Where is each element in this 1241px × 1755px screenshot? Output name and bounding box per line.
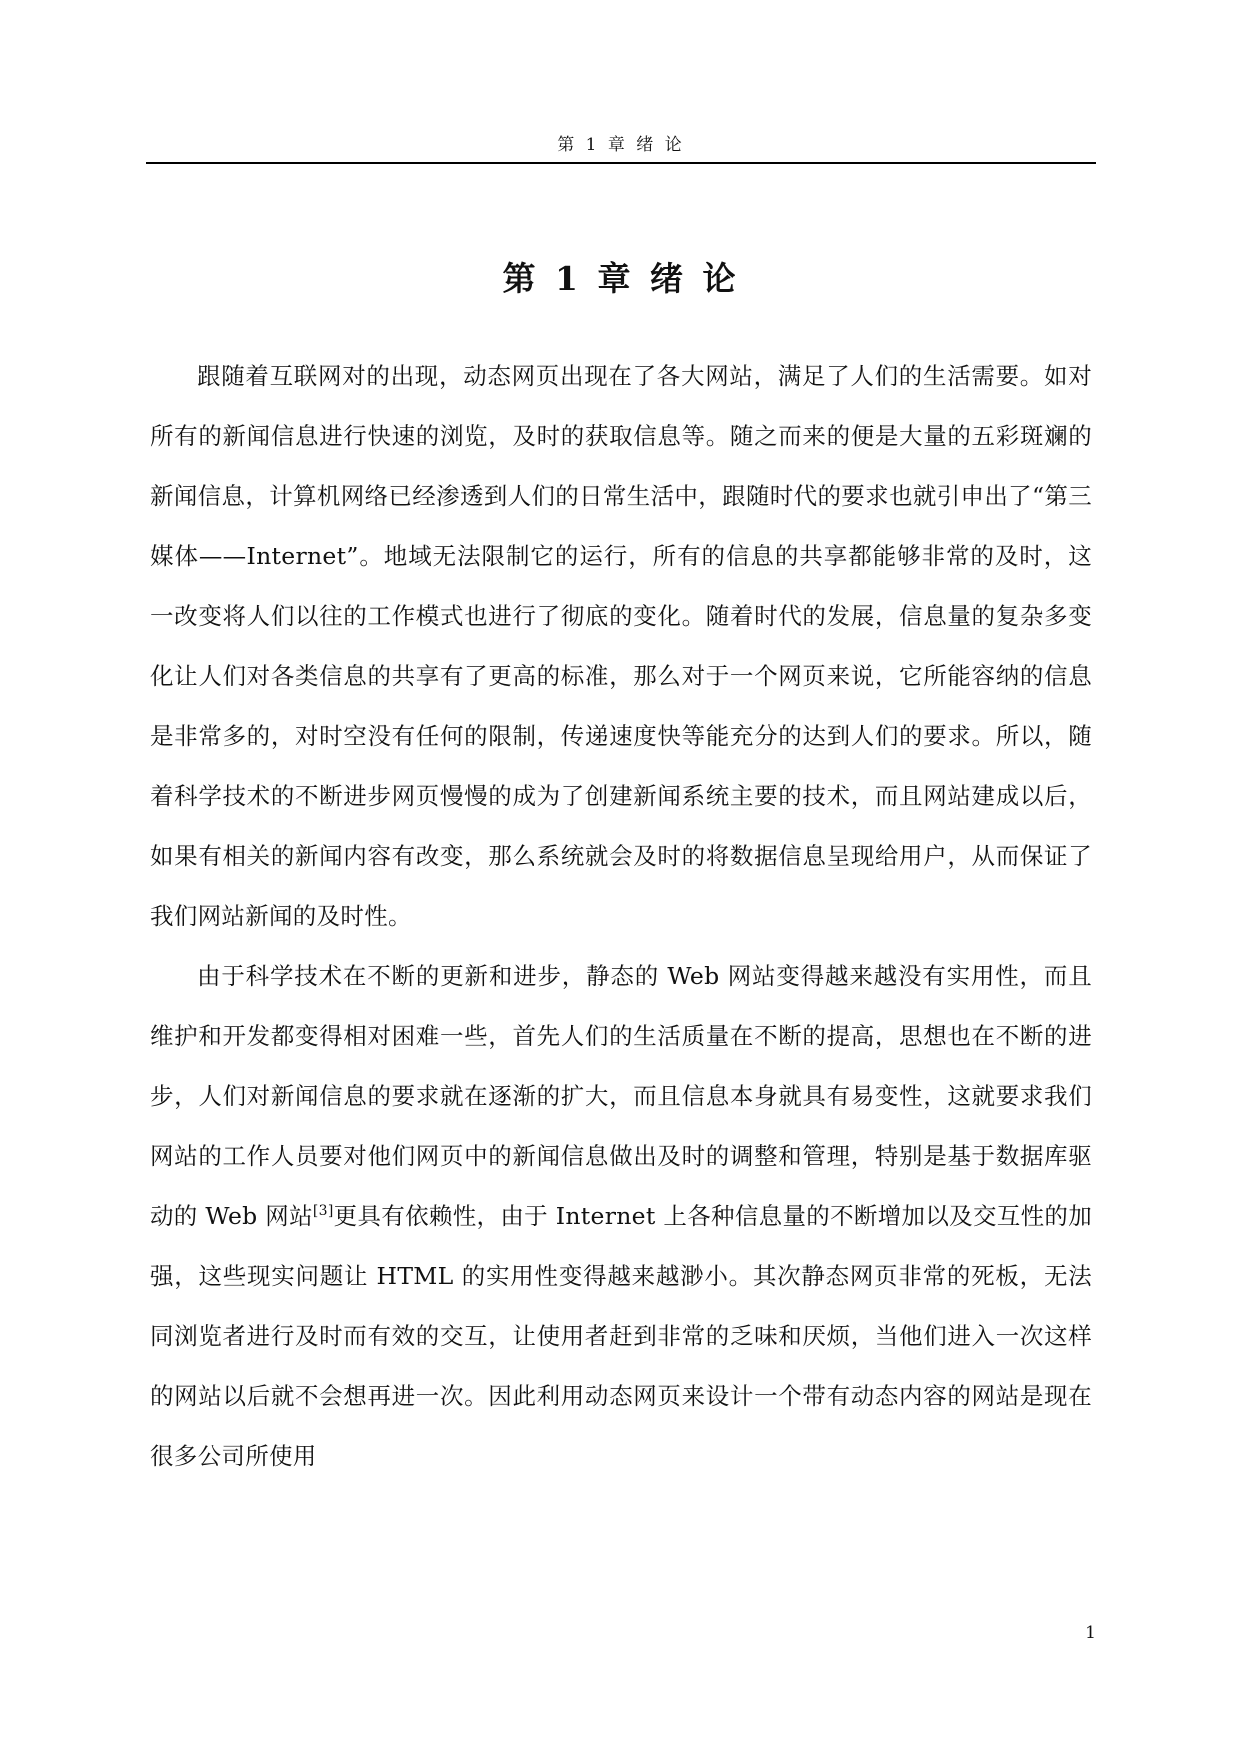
body-text (150, 346, 1092, 1486)
paragraph-static-web-part-1: 由于科学技术在不断的更新和进步，静态的 Web 网站变得越来越没有实用性，而且维护和开发都变得相对困难一些，首先人们的生活质量在不断的提高，思想也在不断的进步，人们对新闻信息的要求就在逐渐的扩大，而且信息本身就具有易变性，这就要求我们网站的工作人员要对他们网页中的新闻信息做出及时的调整和管理，特别是基于数据库驱动的 Web 网站 (150, 962, 1092, 1230)
citation-marker: [3] (312, 1203, 334, 1220)
paragraph-static-web (150, 946, 1092, 1486)
page-number: 1 (1085, 1623, 1096, 1643)
chapter-title: 第 1 章 绪 论 (502, 259, 740, 299)
header-rule (146, 162, 1096, 164)
paragraph-intro: 跟随着互联网对的出现，动态网页出现在了各大网站，满足了人们的生活需要。如对所有的新闻信息进行快速的浏览，及时的获取信息等。随之而来的便是大量的五彩斑斓的新闻信息，计算机网络已经渗透到人们的日常生活中，跟随时代的要求也就引申出了“第三媒体——Internet”。地域无法限制它的运行，所有的信息的共享都能够非常的及时，这一改变将人们以往的工作模式也进行了彻底的变化。随着时代的发展，信息量的复杂多变化让人们对各类信息的共享有了更高的标准，那么对于一个网页来说，它所能容纳的信息是非常多的，对时空没有任何的限制，传递速度快等能充分的达到人们的要求。所以，随着科学技术的不断进步网页慢慢的成为了创建新闻系统主要的技术，而且网站建成以后，如果有相关的新闻内容有改变，那么系统就会及时的将数据信息呈现给用户，从而保证了我们网站新闻的及时性。 (150, 362, 1092, 930)
running-header: 第 1 章 绪 论 (557, 135, 685, 155)
paragraph-static-web-part-2: 更具有依赖性，由于 Internet 上各种信息量的不断增加以及交互性的加强，这些现实问题让 HTML 的实用性变得越来越渺小。其次静态网页非常的死板，无法同浏览者进行及时而有效的交互，让使用者赶到非常的乏味和厌烦，当他们进入一次这样的网站以后就不会想再进一次。因此利用动态网页来设计一个带有动态内容的网站是现在很多公司所使用 (150, 1202, 1093, 1470)
